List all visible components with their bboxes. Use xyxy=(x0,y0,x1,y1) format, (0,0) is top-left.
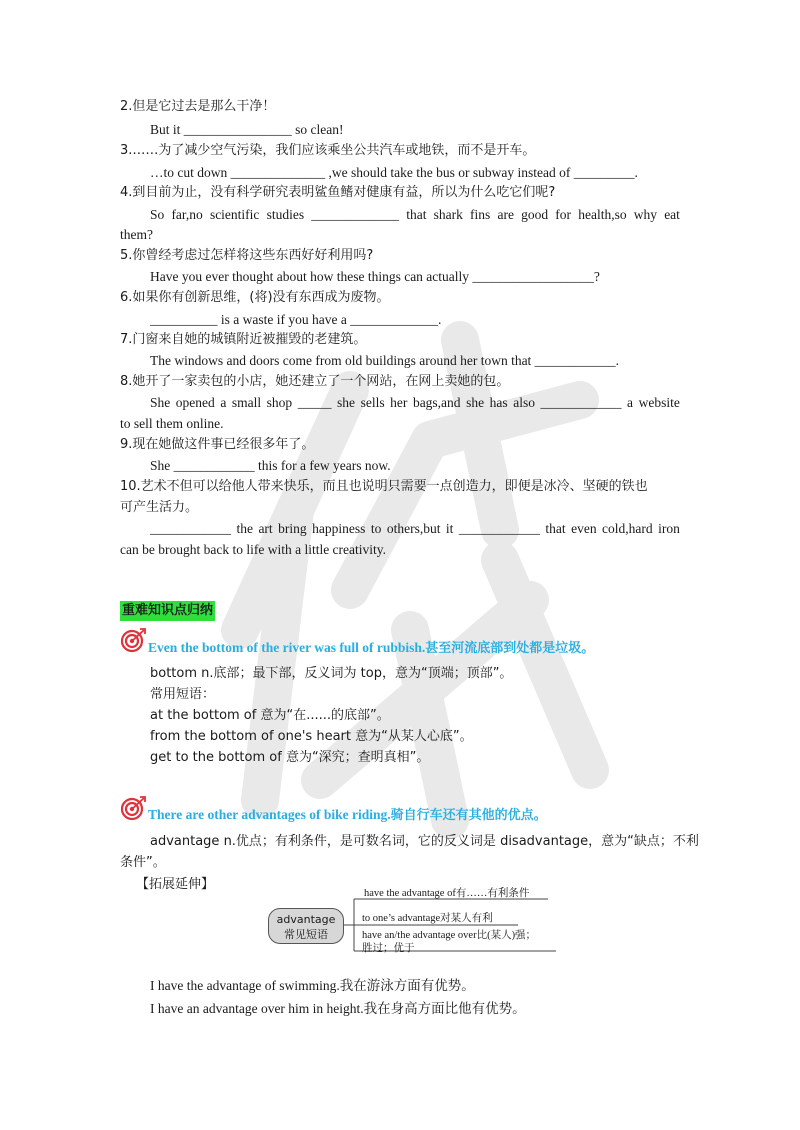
item-10-question: 10.艺术不但可以给他人带来快乐，而且也说明只需要一点创造力，即便是冰冷、坚硬的铁也 xyxy=(120,479,648,494)
kp1-title xyxy=(148,638,594,659)
kp1-line-3: at the bottom of 意为“在......的底部”。 xyxy=(150,708,390,723)
kp1-title-en: Even the bottom of the river was full of rubbish. xyxy=(148,640,426,655)
item-5-answer: Have you ever thought about how these things can actually __________________? xyxy=(150,269,600,284)
kp1-title-cn: 甚至河流底部到处都是垃圾。 xyxy=(425,641,595,656)
advantage-node xyxy=(268,908,344,944)
item-4-question: 4.到目前为止，没有科学研究表明鲨鱼鳍对健康有益，所以为什么吃它们呢? xyxy=(120,185,556,200)
kp1-line-4: from the bottom of one's heart 意为“从某人心底”。 xyxy=(150,729,473,744)
item-7-answer: The windows and doors come from old buildings around her town that ____________. xyxy=(150,353,620,368)
branch-3: have an/the advantage over比(某人)强； xyxy=(362,930,537,941)
item-2-answer: But it ________________ so clean! xyxy=(150,122,344,137)
kp1-line-2: 常用短语： xyxy=(150,687,216,702)
example-1: I have the advantage of swimming.我在游泳方面有优势。 xyxy=(150,978,475,993)
item-10-question-cont: 可产生活力。 xyxy=(120,500,199,515)
item-10-answer: ____________ the art bring happiness to others,but it ____________ that even cold,hard iron xyxy=(150,521,680,536)
item-3-question: 3.……为了减少空气污染，我们应该乘坐公共汽车或地铁，而不是开车。 xyxy=(120,143,536,158)
item-4-answer: So far,no scientific studies _____________ that shark fins are good for health,so why eat xyxy=(150,207,680,222)
branch-1: have the advantage of有……有利条件 xyxy=(364,888,530,899)
branch-2: to one’s advantage对某人有利 xyxy=(362,913,493,924)
advantage-node-line2: 常见短语 xyxy=(284,928,328,941)
kp2-title-cn: 骑自行车还有其他的优点。 xyxy=(390,808,547,823)
advantage-node-line1: advantage xyxy=(276,913,336,926)
target-icon xyxy=(121,795,147,821)
kp1-line-1: bottom n.底部；最下部，反义词为 top，意为“顶端；顶部”。 xyxy=(150,666,513,681)
item-8-answer-cont: to sell them online. xyxy=(120,416,224,431)
item-5-question: 5.你曾经考虑过怎样将这些东西好好利用吗? xyxy=(120,248,374,263)
item-4-answer-cont: them? xyxy=(120,227,153,242)
item-3-answer: …to cut down ______________ ,we should take the bus or subway instead of _________. xyxy=(150,165,638,180)
item-8-question: 8.她开了一家卖包的小店，她还建立了一个网站，在网上卖她的包。 xyxy=(120,374,510,389)
example-2: I have an advantage over him in height.我在身高方面比他有优势。 xyxy=(150,1001,526,1016)
extend-label: 【拓展延伸】 xyxy=(136,877,215,892)
kp2-line-1: advantage n.优点；有利条件，是可数名词，它的反义词是 disadvantage，意为“缺点；不利 xyxy=(150,834,699,849)
kp2-line-2: 条件”。 xyxy=(120,855,166,870)
kp1-line-5: get to the bottom of 意为“深究；查明真相”。 xyxy=(150,750,430,765)
section-title: 重难知识点归纳 xyxy=(120,601,215,621)
item-6-question: 6.如果你有创新思维，(将)没有东西成为废物。 xyxy=(120,290,390,305)
item-9-answer: She ____________ this for a few years now. xyxy=(150,458,391,473)
item-10-answer-cont: can be brought back to life with a little creativity. xyxy=(120,542,387,557)
item-6-answer: __________ is a waste if you have a _____________. xyxy=(150,312,442,327)
target-icon xyxy=(121,627,147,653)
advantage-phrase-diagram xyxy=(268,885,568,960)
item-9-question: 9.现在她做这件事已经很多年了。 xyxy=(120,437,315,452)
branch-3-cont: 胜过；优于 xyxy=(362,943,415,954)
item-2-question: 2.但是它过去是那么干净！ xyxy=(120,99,276,114)
kp2-title-en: There are other advantages of bike riding. xyxy=(148,807,391,822)
item-8-answer: She opened a small shop _____ she sells her bags,and she has also ____________ a website xyxy=(150,395,680,410)
kp2-title xyxy=(148,805,547,826)
item-7-question: 7.门窗来自她的城镇附近被摧毁的老建筑。 xyxy=(120,332,367,347)
